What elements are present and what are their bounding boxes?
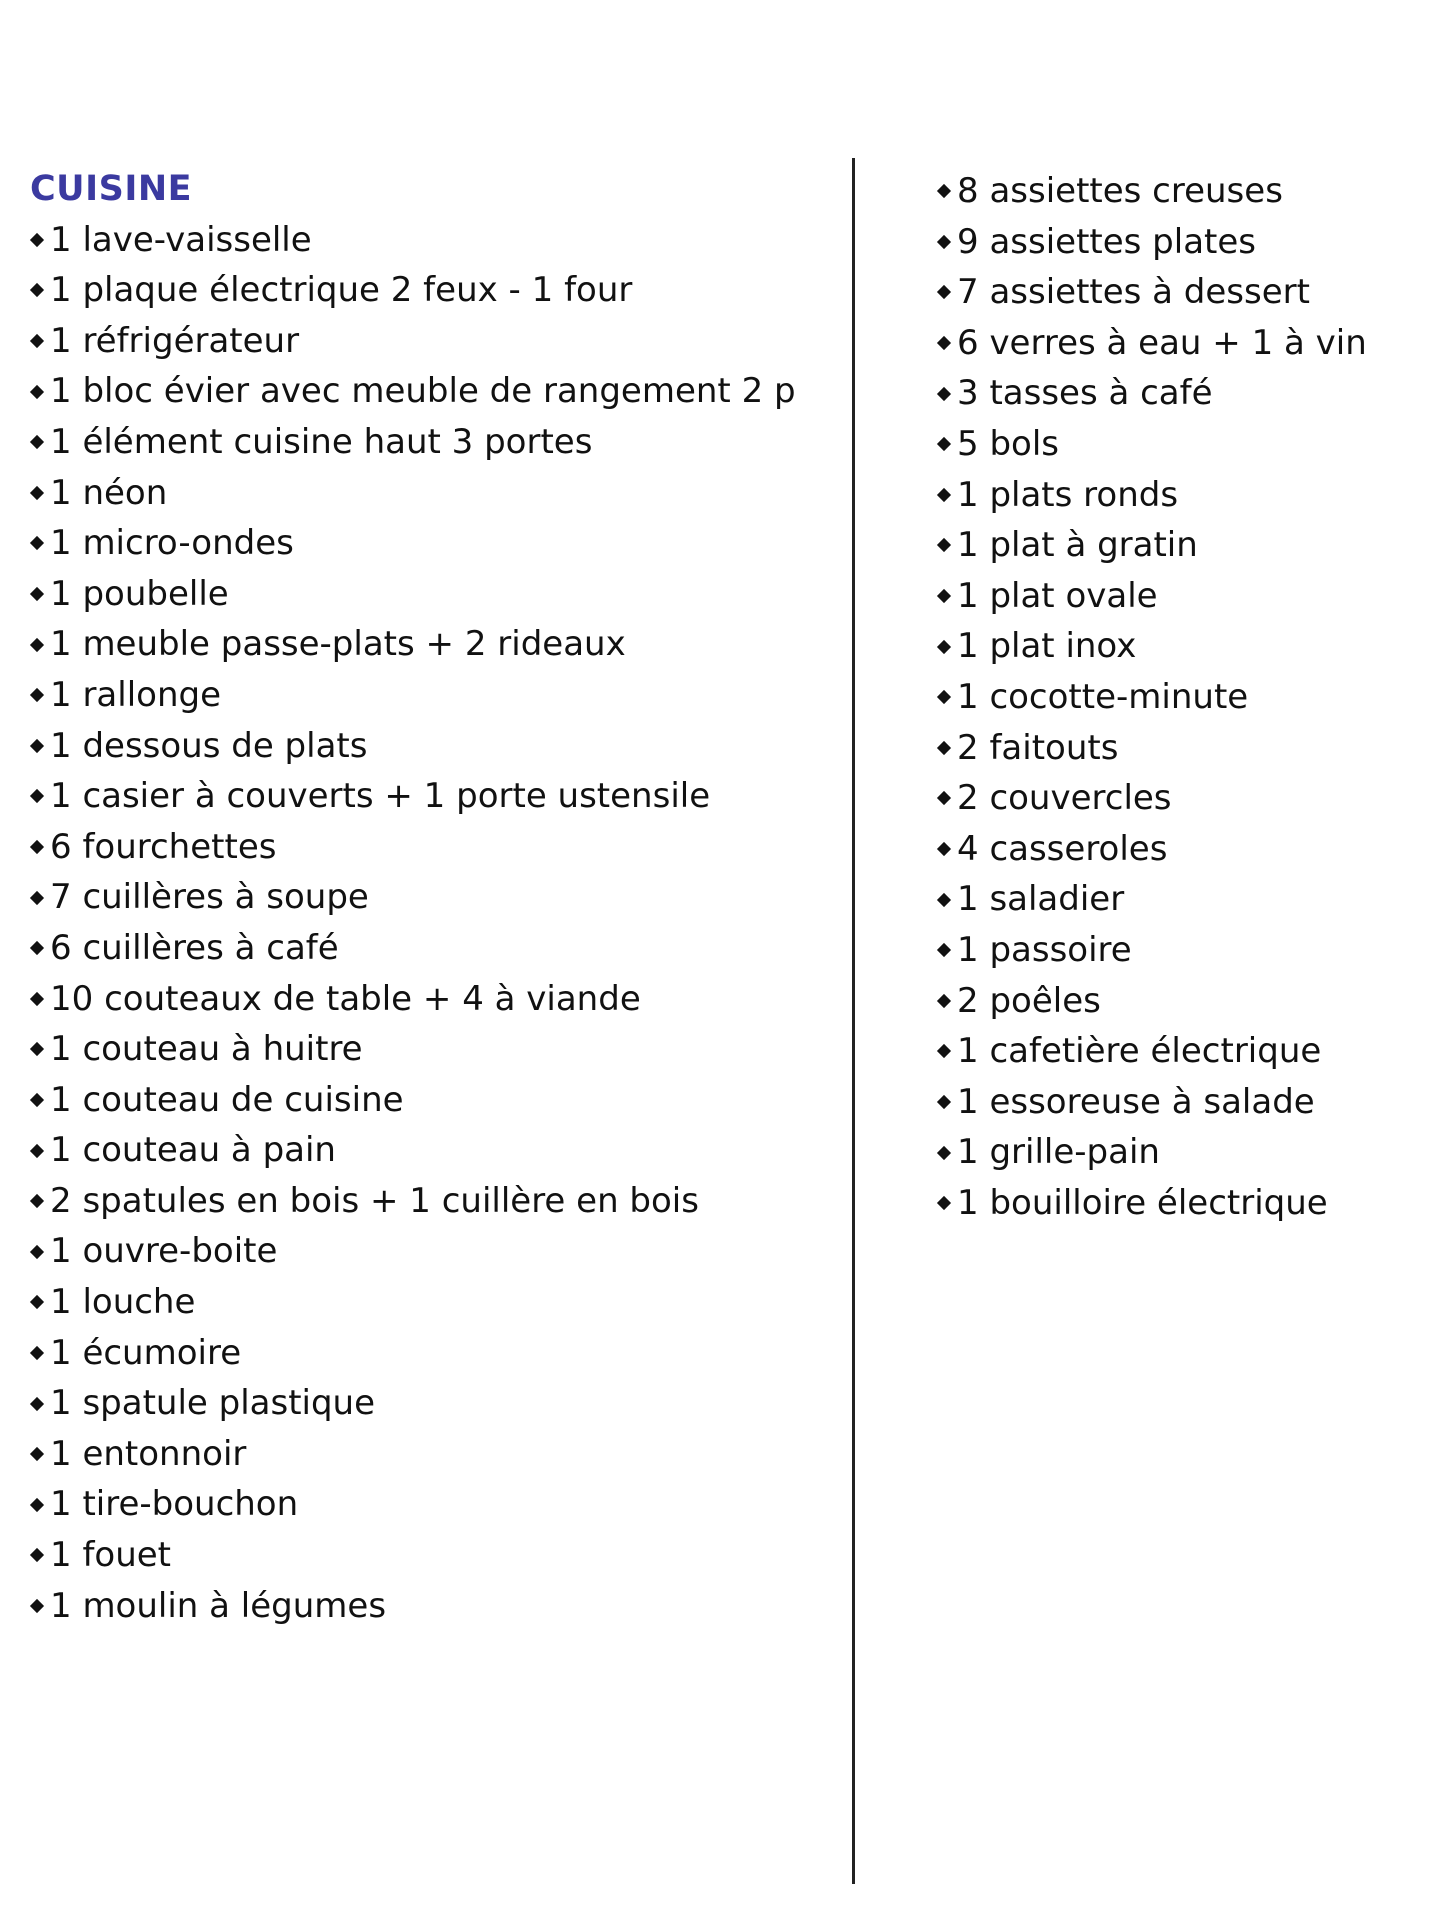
item-label: 1 casier à couverts + 1 porte ustensile — [50, 776, 711, 817]
diamond-bullet-icon — [30, 1498, 44, 1512]
diamond-bullet-icon — [937, 842, 951, 856]
list-item — [30, 417, 850, 468]
diamond-bullet-icon — [30, 1346, 44, 1360]
list-item — [30, 1075, 850, 1126]
item-label: 2 couvercles — [957, 778, 1172, 819]
item-label: 1 dessous de plats — [50, 725, 368, 766]
diamond-bullet-icon — [30, 334, 44, 348]
item-label: 1 essoreuse à salade — [957, 1081, 1315, 1122]
list-item — [937, 520, 1417, 571]
list-item — [30, 366, 850, 417]
diamond-bullet-icon — [937, 943, 951, 957]
item-label: 1 couteau à pain — [50, 1130, 336, 1171]
item-label: 1 meuble passe-plats + 2 rideaux — [50, 624, 626, 665]
diamond-bullet-icon — [30, 385, 44, 399]
list-item — [937, 368, 1417, 419]
item-label: 1 moulin à légumes — [50, 1585, 387, 1626]
list-item — [937, 874, 1417, 925]
inventory-list-left — [30, 215, 850, 1632]
diamond-bullet-icon — [30, 1245, 44, 1259]
list-item — [30, 316, 850, 367]
diamond-bullet-icon — [30, 1295, 44, 1309]
item-label: 1 lave-vaisselle — [50, 219, 312, 260]
diamond-bullet-icon — [30, 739, 44, 753]
list-item — [937, 824, 1417, 875]
diamond-bullet-icon — [30, 1396, 44, 1410]
diamond-bullet-icon — [30, 283, 44, 297]
list-item — [30, 1277, 850, 1328]
diamond-bullet-icon — [937, 1095, 951, 1109]
diamond-bullet-icon — [30, 1548, 44, 1562]
diamond-bullet-icon — [30, 789, 44, 803]
item-label: 1 cocotte-minute — [957, 676, 1249, 717]
diamond-bullet-icon — [937, 640, 951, 654]
diamond-bullet-icon — [30, 992, 44, 1006]
column-divider — [852, 158, 855, 1884]
diamond-bullet-icon — [30, 941, 44, 955]
item-label: 1 saladier — [957, 879, 1125, 920]
item-label: 1 grille-pain — [957, 1132, 1160, 1173]
item-label: 1 tire-bouchon — [50, 1484, 299, 1525]
diamond-bullet-icon — [30, 587, 44, 601]
item-label: 1 plat à gratin — [957, 525, 1198, 566]
list-item — [30, 619, 850, 670]
diamond-bullet-icon — [937, 994, 951, 1008]
list-item — [30, 468, 850, 519]
item-label: 1 plaque électrique 2 feux - 1 four — [50, 270, 633, 311]
list-item — [30, 1378, 850, 1429]
list-item — [937, 723, 1417, 774]
list-item — [30, 215, 850, 266]
list-item — [30, 721, 850, 772]
item-label: 9 assiettes plates — [957, 221, 1256, 262]
item-label: 1 élément cuisine haut 3 portes — [50, 421, 593, 462]
list-item — [937, 419, 1417, 470]
diamond-bullet-icon — [30, 891, 44, 905]
list-item — [937, 976, 1417, 1027]
list-item — [30, 1024, 850, 1075]
list-item — [937, 217, 1417, 268]
list-item — [937, 1127, 1417, 1178]
item-label: 1 cafetière électrique — [957, 1031, 1322, 1072]
diamond-bullet-icon — [30, 233, 44, 247]
diamond-bullet-icon — [937, 235, 951, 249]
diamond-bullet-icon — [937, 1146, 951, 1160]
item-label: 8 assiettes creuses — [957, 171, 1283, 211]
diamond-bullet-icon — [30, 688, 44, 702]
list-item — [30, 1530, 850, 1581]
section-title: CUISINE — [30, 169, 193, 209]
diamond-bullet-icon — [30, 1144, 44, 1158]
list-item — [30, 1125, 850, 1176]
diamond-bullet-icon — [30, 486, 44, 500]
item-label: 1 écumoire — [50, 1332, 242, 1373]
item-label: 1 néon — [50, 472, 168, 513]
diamond-bullet-icon — [937, 1196, 951, 1210]
item-label: 1 louche — [50, 1282, 196, 1323]
diamond-bullet-icon — [937, 690, 951, 704]
list-item — [30, 1226, 850, 1277]
diamond-bullet-icon — [937, 437, 951, 451]
item-label: 1 rallonge — [50, 674, 221, 715]
list-item — [30, 872, 850, 923]
list-item — [937, 571, 1417, 622]
list-item — [937, 470, 1417, 521]
diamond-bullet-icon — [937, 488, 951, 502]
diamond-bullet-icon — [30, 435, 44, 449]
item-label: 1 passoire — [957, 929, 1132, 970]
list-item — [30, 518, 850, 569]
diamond-bullet-icon — [937, 184, 951, 198]
list-item — [937, 672, 1417, 723]
list-item — [30, 1328, 850, 1379]
item-label: 1 réfrigérateur — [50, 320, 300, 361]
item-label: 6 verres à eau + 1 à vin — [957, 322, 1367, 363]
item-label: 1 poubelle — [50, 573, 229, 614]
item-label: 10 couteaux de table + 4 à viande — [50, 978, 641, 1019]
list-item — [937, 621, 1417, 672]
list-item — [937, 925, 1417, 976]
diamond-bullet-icon — [937, 1044, 951, 1058]
item-label: 1 spatule plastique — [50, 1383, 376, 1424]
item-label: 1 plat ovale — [957, 575, 1158, 616]
item-label: 1 plats ronds — [957, 474, 1179, 515]
list-item — [30, 822, 850, 873]
list-item — [30, 1429, 850, 1480]
list-item — [937, 1077, 1417, 1128]
list-item — [30, 1176, 850, 1227]
item-label: 1 bloc évier avec meuble de rangement 2 p — [50, 371, 796, 412]
list-item — [937, 267, 1417, 318]
diamond-bullet-icon — [937, 893, 951, 907]
list-item — [937, 318, 1417, 369]
list-item — [30, 923, 850, 974]
item-label: 1 entonnoir — [50, 1433, 247, 1474]
list-item — [30, 771, 850, 822]
diamond-bullet-icon — [937, 538, 951, 552]
list-item — [937, 1178, 1417, 1229]
item-label: 1 micro-ondes — [50, 523, 294, 564]
item-label: 7 assiettes à dessert — [957, 272, 1310, 313]
diamond-bullet-icon — [937, 336, 951, 350]
item-label: 1 bouilloire électrique — [957, 1182, 1328, 1223]
diamond-bullet-icon — [30, 840, 44, 854]
list-item — [30, 670, 850, 721]
list-item — [30, 974, 850, 1025]
list-item — [30, 265, 850, 316]
item-label: 1 couteau de cuisine — [50, 1079, 404, 1120]
list-item — [937, 1026, 1417, 1077]
diamond-bullet-icon — [30, 1599, 44, 1613]
item-label: 1 plat inox — [957, 626, 1137, 667]
item-label: 1 ouvre-boite — [50, 1231, 278, 1272]
item-label: 3 tasses à café — [957, 373, 1213, 414]
diamond-bullet-icon — [937, 791, 951, 805]
diamond-bullet-icon — [937, 741, 951, 755]
diamond-bullet-icon — [30, 536, 44, 550]
diamond-bullet-icon — [30, 1093, 44, 1107]
diamond-bullet-icon — [30, 1042, 44, 1056]
item-label: 6 cuillères à café — [50, 927, 339, 968]
item-label: 7 cuillères à soupe — [50, 877, 369, 918]
diamond-bullet-icon — [937, 285, 951, 299]
list-item — [30, 1581, 850, 1632]
diamond-bullet-icon — [937, 589, 951, 603]
diamond-bullet-icon — [937, 387, 951, 401]
list-item — [30, 1479, 850, 1530]
list-item — [30, 569, 850, 620]
item-label: 5 bols — [957, 423, 1059, 464]
item-label: 1 couteau à huitre — [50, 1029, 363, 1070]
list-item — [937, 166, 1417, 217]
diamond-bullet-icon — [30, 1194, 44, 1208]
list-item — [937, 773, 1417, 824]
diamond-bullet-icon — [30, 1447, 44, 1461]
item-label: 2 poêles — [957, 980, 1101, 1021]
inventory-list-right — [937, 166, 1417, 1228]
diamond-bullet-icon — [30, 638, 44, 652]
item-label: 2 spatules en bois + 1 cuillère en bois — [50, 1180, 699, 1221]
item-label: 2 faitouts — [957, 727, 1119, 768]
item-label: 1 fouet — [50, 1535, 172, 1576]
item-label: 6 fourchettes — [50, 826, 277, 867]
item-label: 4 casseroles — [957, 828, 1168, 869]
